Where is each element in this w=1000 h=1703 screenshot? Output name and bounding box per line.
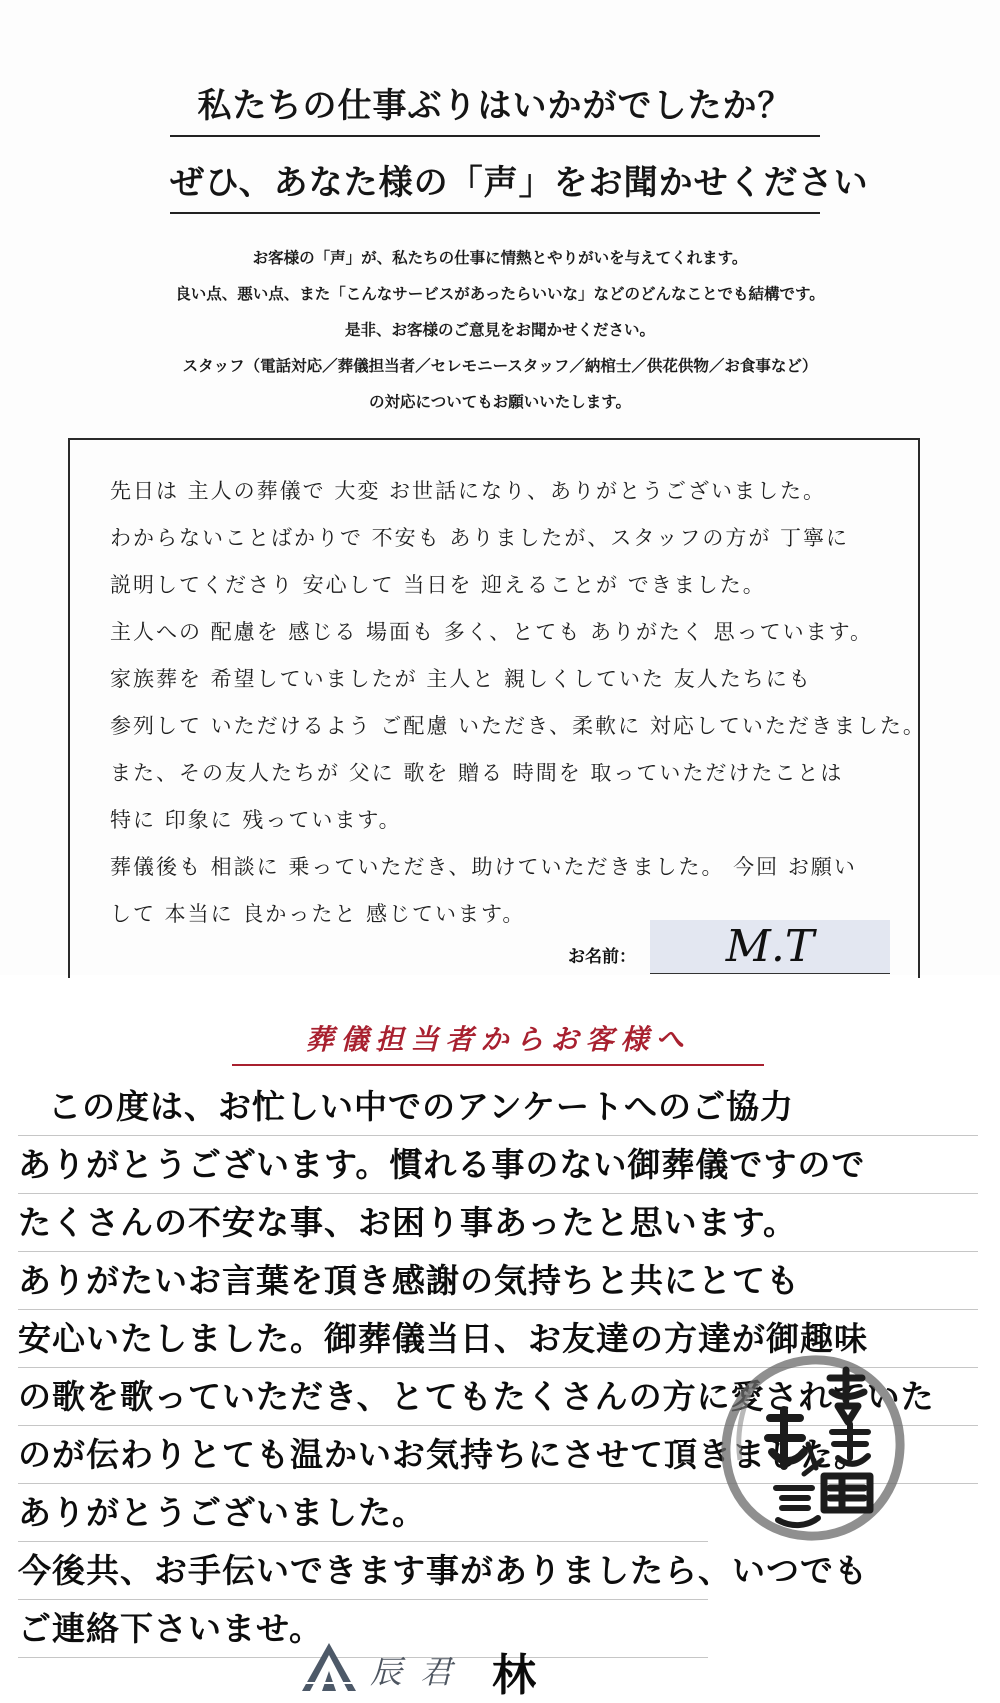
- comment-line: 家族葬を 希望していましたが 主人と 親しくしていた 友人たちにも: [110, 667, 812, 691]
- comment-line: また、その友人たちが 父に 歌を 贈る 時間を 取っていただけたことは: [110, 761, 844, 785]
- gratitude-stamp-graphic: [712, 1348, 912, 1548]
- intro-line: お客様の「声」が、私たちの仕事に情熱とやりがいを与えてくれます。: [252, 249, 748, 267]
- reply-line: ありがとうございました。: [18, 1484, 708, 1542]
- reply-line: たくさんの不安な事、お困り事あったと思います。: [18, 1194, 978, 1252]
- staff-reply-section: [0, 978, 1000, 1700]
- signature: [300, 1639, 600, 1701]
- comment-line: 特に 印象に 残っています。: [110, 808, 402, 832]
- staff-name: 林: [492, 1650, 536, 1701]
- questionnaire-subheading: ぜひ、あなた様の「声」をお聞かせください: [170, 155, 820, 214]
- reply-line: ありがたいお言葉を頂き感謝の気持ちと共にとても: [18, 1252, 978, 1310]
- reply-line: ご連絡下さいませ。: [18, 1600, 708, 1658]
- intro-line: 是非、お客様のご意見をお聞かせください。: [344, 321, 655, 339]
- customer-comment-text: [110, 468, 930, 938]
- name-label: お名前：: [568, 947, 636, 967]
- customer-comment-box: [68, 438, 926, 983]
- questionnaire-intro: [110, 240, 890, 420]
- reply-line: のが伝わりとても温かいお気持ちにさせて頂きました。: [18, 1426, 978, 1484]
- comment-line: わからないことばかりで 不安も ありましたが、スタッフの方が 丁寧に: [110, 526, 850, 550]
- comment-line: して 本当に 良かったと 感じています。: [110, 902, 526, 926]
- reply-line: この度は、お忙しい中でのアンケートへのご協力: [18, 1078, 978, 1136]
- questionnaire-heading: 私たちの仕事ぶりはいかがでしたか？: [170, 78, 820, 137]
- comment-line: 葬儀後も 相談に 乗っていただき、助けていただきました。 今回 お願い: [110, 855, 857, 879]
- intro-line: スタッフ（電話対応／葬儀担当者／セレモニースタッフ／納棺士／供花供物／お食事など）: [182, 357, 818, 375]
- comment-line: 説明してくださり 安心して 当日を 迎えることが できました。: [110, 573, 766, 597]
- comment-line: 参列して いただけるよう ご配慮 いただき、柔軟に 対応していただきました。: [110, 714, 926, 738]
- gratitude-stamp: [712, 1348, 912, 1548]
- company-logo-icon: [300, 1641, 358, 1693]
- intro-line: 良い点、悪い点、また「こんなサービスがあったらいいな」などのどんなことでも結構です。: [175, 285, 825, 303]
- reply-line: の歌を歌っていただき、とてもたくさんの方に愛されていた: [18, 1368, 978, 1426]
- comment-line: 先日は 主人の葬儀で 大変 お世話になり、ありがとうございました。: [110, 479, 827, 503]
- staff-reply-title: 葬儀担当者からお客様へ: [232, 1018, 764, 1066]
- name-field: M.T: [650, 920, 890, 974]
- reply-line: 安心いたしました。御葬儀当日、お友達の方達が御趣味: [18, 1310, 978, 1368]
- company-name: 辰君: [370, 1653, 471, 1691]
- reply-line: ありがとうございます。慣れる事のない御葬儀ですので: [18, 1136, 978, 1194]
- comment-line: 主人への 配慮を 感じる 場面も 多く、とても ありがたく 思っています。: [110, 620, 873, 644]
- reply-line: 今後共、お手伝いできます事がありましたら、いつでも: [18, 1542, 708, 1600]
- intro-line: の対応についてもお願いいたします。: [369, 393, 631, 411]
